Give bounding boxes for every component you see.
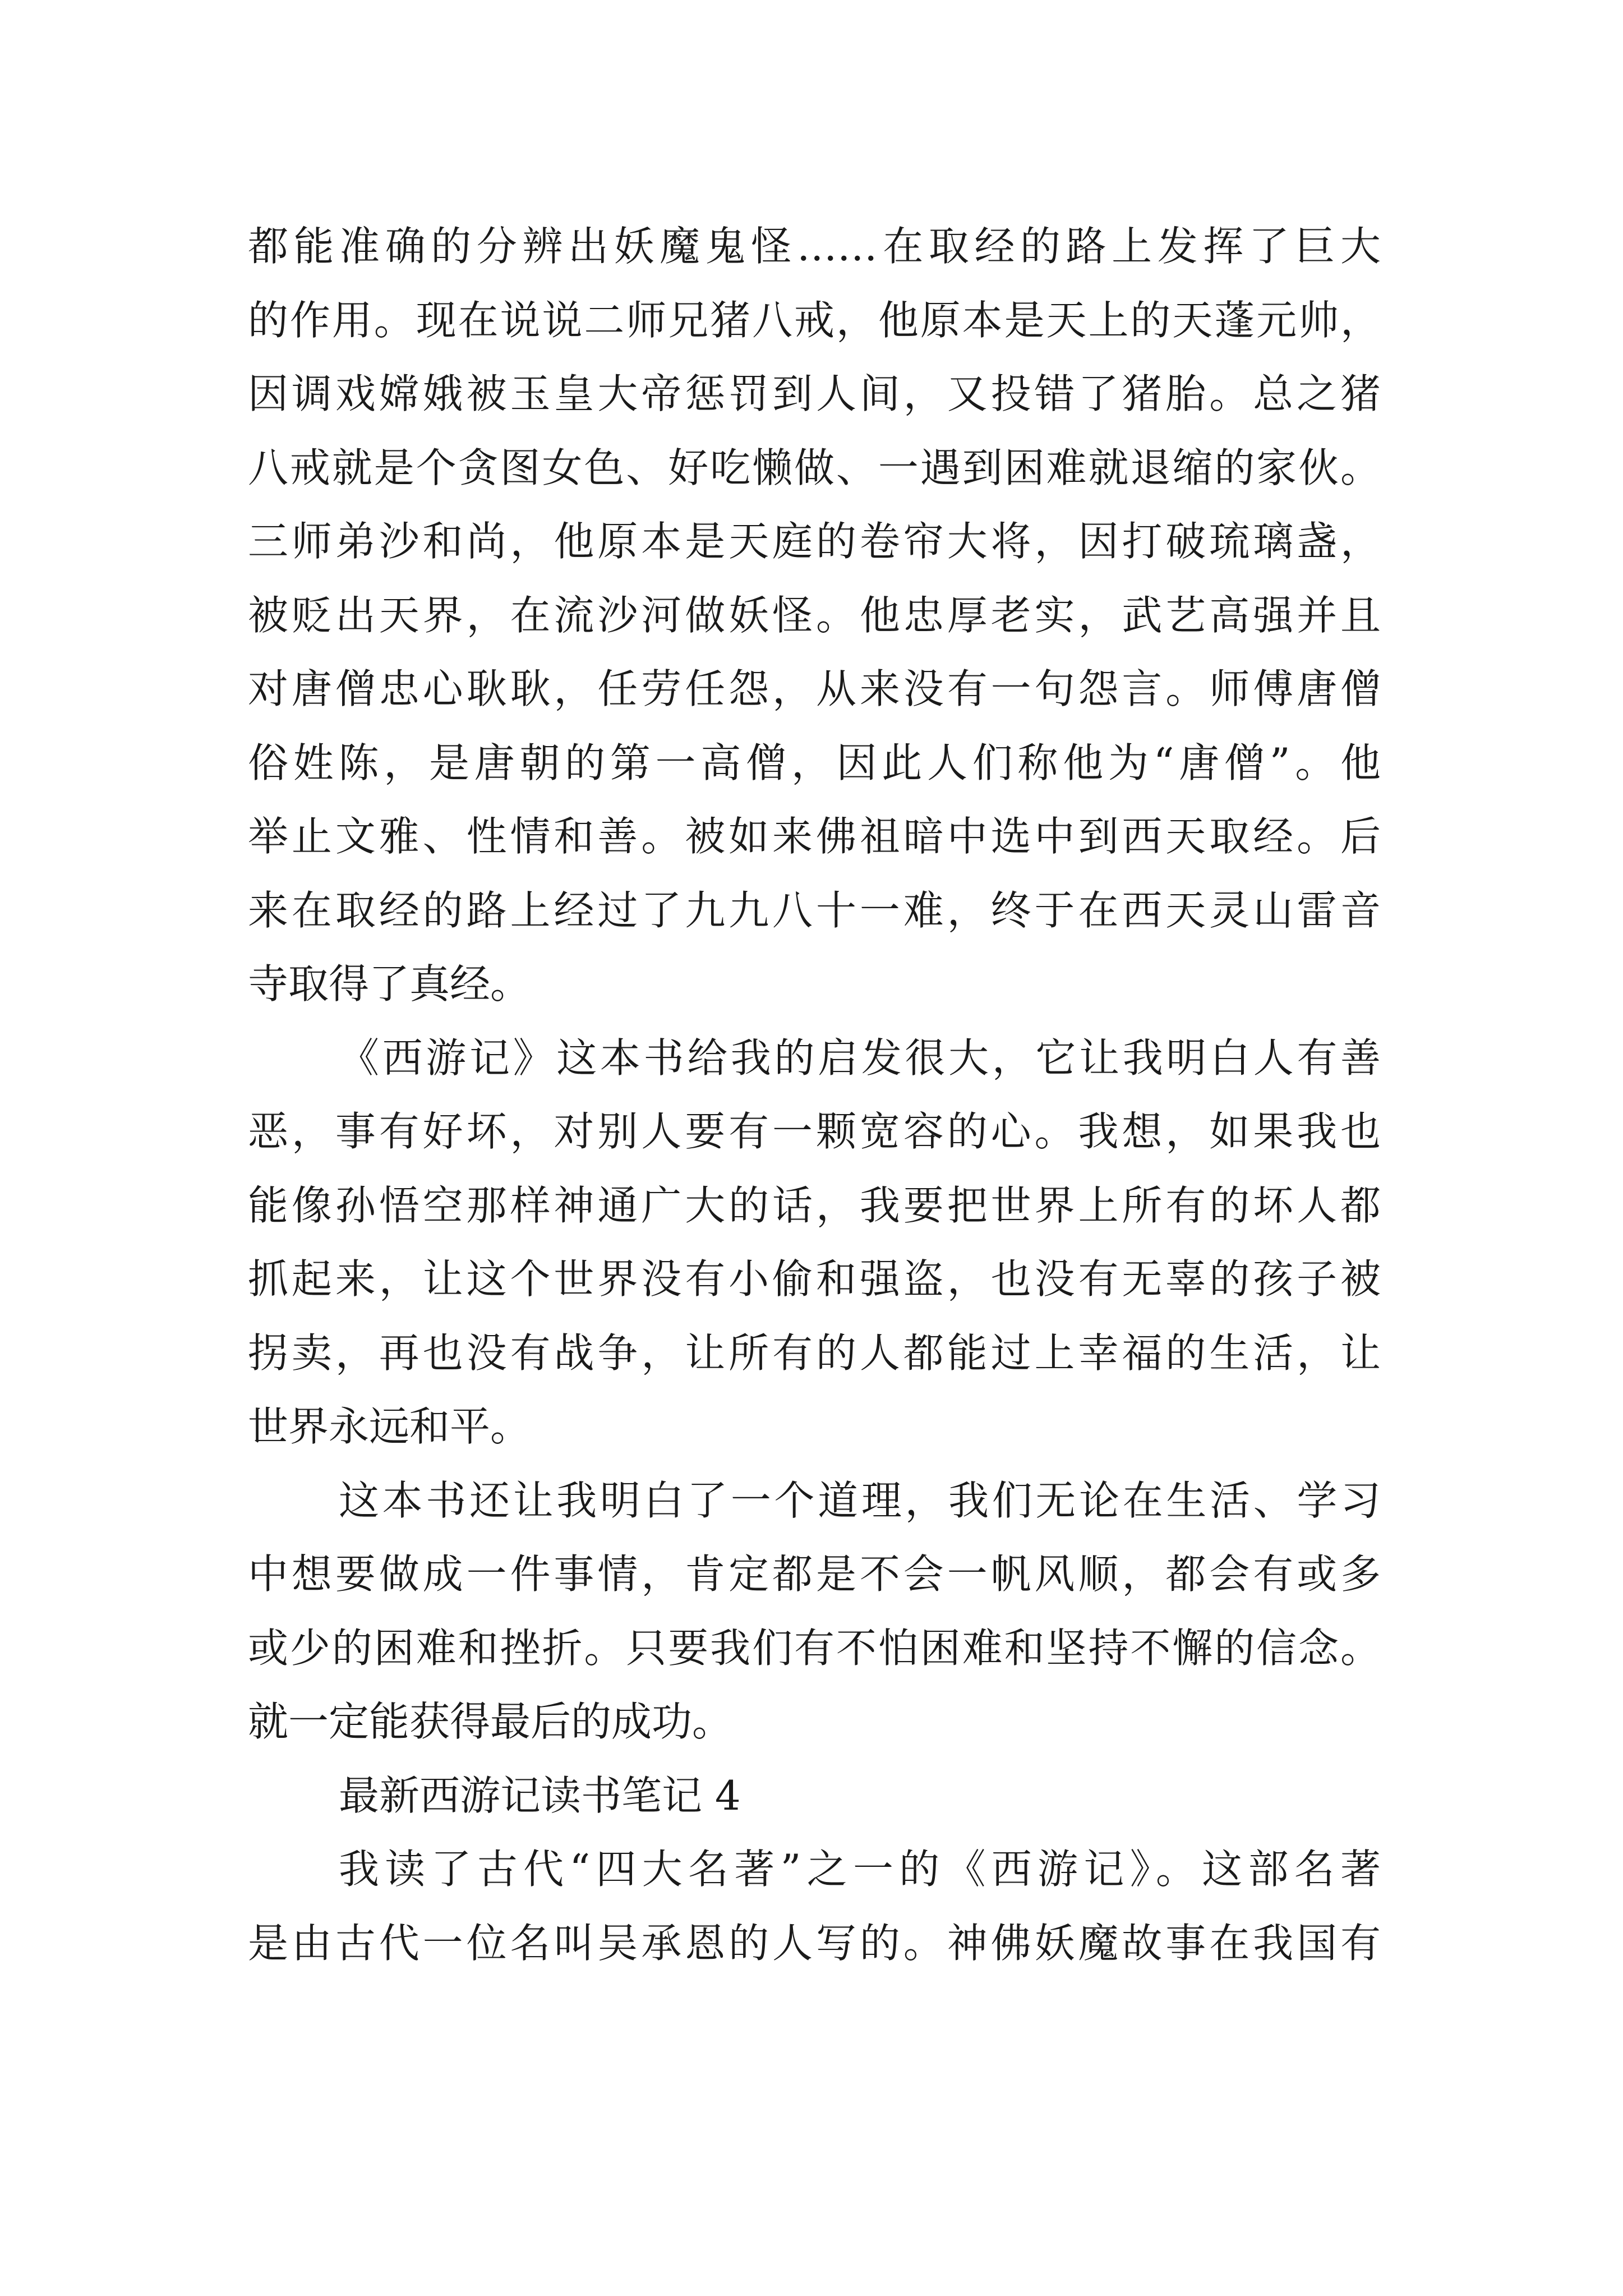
text-line: 是由古代一位名叫吴承恩的人写的。神佛妖魔故事在我国有 [248, 1919, 1381, 1967]
text-line: 拐卖，再也没有战争，让所有的人都能过上幸福的生活，让 [248, 1329, 1381, 1377]
document-body [248, 210, 1381, 1980]
text-line: 来在取经的路上经过了九九八十一难，终于在西天灵山雷音 [248, 886, 1381, 934]
text-line: 的作用。现在说说二师兄猪八戒，他原本是天上的天蓬元帅， [248, 296, 1381, 344]
text-line: 抓起来，让这个世界没有小偷和强盗，也没有无辜的孩子被 [248, 1255, 1381, 1303]
text-line: 中想要做成一件事情，肯定都是不会一帆风顺，都会有或多 [248, 1550, 1381, 1598]
text-line: 八戒就是个贪图女色、好吃懒做、一遇到困难就退缩的家伙。 [248, 444, 1381, 491]
text-line: 举止文雅、性情和善。被如来佛祖暗中选中到西天取经。后 [248, 813, 1381, 860]
text-line: 三师弟沙和尚，他原本是天庭的卷帘大将，因打破琉璃盏， [248, 518, 1381, 565]
text-line: 《西游记》这本书给我的启发很大，它让我明白人有善 [339, 1034, 1381, 1082]
text-line: 或少的困难和挫折。只要我们有不怕困难和坚持不懈的信念。 [248, 1624, 1381, 1672]
text-line: 这本书还让我明白了一个道理，我们无论在生活、学习 [339, 1476, 1381, 1524]
text-line: 能像孙悟空那样神通广大的话，我要把世界上所有的坏人都 [248, 1181, 1381, 1229]
text-line: 我读了古代“四大名著”之一的《西游记》。这部名著 [339, 1846, 1381, 1893]
text-line: 都能准确的分辨出妖魔鬼怪……在取经的路上发挥了巨大 [248, 223, 1381, 270]
text-line: 对唐僧忠心耿耿，任劳任怨，从来没有一句怨言。师傅唐僧 [248, 665, 1381, 712]
text-line: 寺取得了真经。 [248, 960, 531, 1007]
text-line: 俗姓陈，是唐朝的第一高僧，因此人们称他为“唐僧”。他 [248, 739, 1381, 786]
text-line: 世界永远和平。 [248, 1403, 531, 1450]
text-line: 就一定能获得最后的成功。 [248, 1698, 733, 1745]
text-line: 被贬出天界，在流沙河做妖怪。他忠厚老实，武艺高强并且 [248, 591, 1381, 639]
text-line: 恶，事有好坏，对别人要有一颗宽容的心。我想，如果我也 [248, 1108, 1381, 1155]
section-heading: 最新西游记读书笔记 4 [339, 1772, 741, 1819]
text-line: 因调戏嫦娥被玉皇大帝惩罚到人间，又投错了猪胎。总之猪 [248, 370, 1381, 417]
